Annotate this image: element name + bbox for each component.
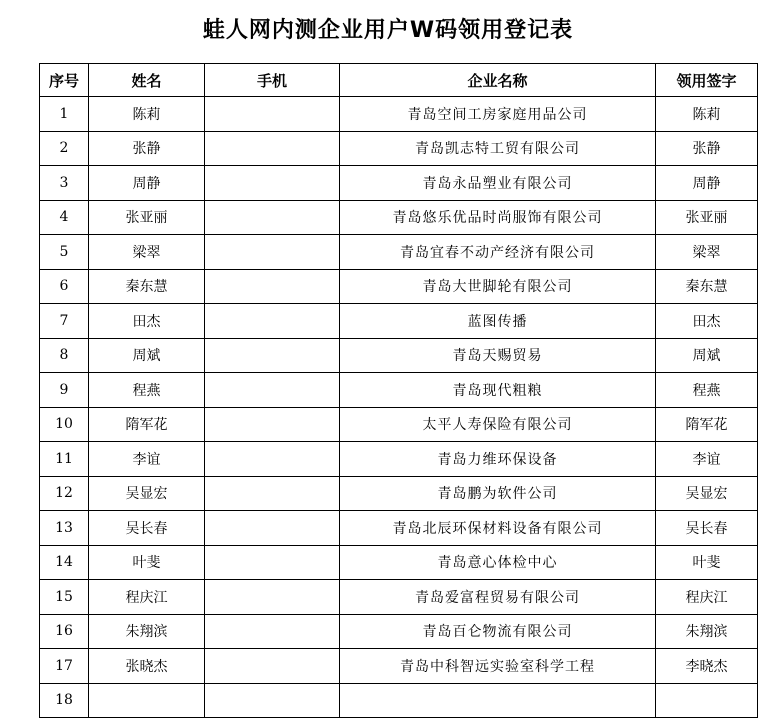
header-name: 姓名 [89, 64, 205, 97]
row-number: 18 [40, 683, 89, 718]
phone-number [205, 580, 340, 615]
user-name: 程庆江 [89, 580, 205, 615]
signature: 张静 [656, 131, 758, 166]
row-number: 14 [40, 545, 89, 580]
table-row [40, 269, 758, 304]
user-name: 朱翔滨 [89, 614, 205, 649]
table-row [40, 407, 758, 442]
row-number: 12 [40, 476, 89, 511]
row-number: 10 [40, 407, 89, 442]
document-title: 蛙人网内测企业用户W码领用登记表 [202, 18, 574, 43]
signature: 秦东慧 [656, 269, 758, 304]
signature: 李谊 [656, 442, 758, 477]
row-number: 15 [40, 580, 89, 615]
signature: 隋军花 [656, 407, 758, 442]
company-name: 青岛凯志特工贸有限公司 [340, 131, 656, 166]
signature: 周静 [656, 166, 758, 201]
row-number: 13 [40, 511, 89, 546]
table-row [40, 442, 758, 477]
table-row [40, 200, 758, 235]
phone-number [205, 269, 340, 304]
table-row [40, 235, 758, 270]
company-name: 青岛永品塑业有限公司 [340, 166, 656, 201]
phone-number [205, 97, 340, 132]
company-name: 青岛百仑物流有限公司 [340, 614, 656, 649]
header-row [40, 64, 758, 97]
company-name: 青岛宜春不动产经济有限公司 [340, 235, 656, 270]
user-name: 周斌 [89, 338, 205, 373]
user-name: 梁翠 [89, 235, 205, 270]
row-number: 11 [40, 442, 89, 477]
company-name: 青岛天赐贸易 [340, 338, 656, 373]
phone-number [205, 373, 340, 408]
user-name: 吴显宏 [89, 476, 205, 511]
user-name: 叶斐 [89, 545, 205, 580]
table-row [40, 166, 758, 201]
signature: 周斌 [656, 338, 758, 373]
phone-number [205, 407, 340, 442]
signature: 朱翔滨 [656, 614, 758, 649]
company-name: 青岛鹏为软件公司 [340, 476, 656, 511]
signature: 田杰 [656, 304, 758, 339]
row-number: 8 [40, 338, 89, 373]
row-number: 6 [40, 269, 89, 304]
signature: 吴显宏 [656, 476, 758, 511]
table-row [40, 545, 758, 580]
row-number: 17 [40, 649, 89, 684]
company-name: 青岛力维环保设备 [340, 442, 656, 477]
company-name [340, 683, 656, 718]
header-signature: 领用签字 [656, 64, 758, 97]
phone-number [205, 200, 340, 235]
company-name: 青岛现代粗粮 [340, 373, 656, 408]
signature [656, 683, 758, 718]
header-no: 序号 [40, 64, 89, 97]
phone-number [205, 304, 340, 339]
table-row [40, 373, 758, 408]
user-name: 程燕 [89, 373, 205, 408]
signature: 吴长春 [656, 511, 758, 546]
phone-number [205, 235, 340, 270]
company-name: 青岛悠乐优品时尚服饰有限公司 [340, 200, 656, 235]
company-name: 蓝图传播 [340, 304, 656, 339]
signature: 叶斐 [656, 545, 758, 580]
user-name: 周静 [89, 166, 205, 201]
company-name: 青岛意心体检中心 [340, 545, 656, 580]
table-row [40, 338, 758, 373]
company-name: 青岛空间工房家庭用品公司 [340, 97, 656, 132]
table-row [40, 580, 758, 615]
phone-number [205, 166, 340, 201]
signature: 陈莉 [656, 97, 758, 132]
table-row [40, 683, 758, 718]
table-row [40, 97, 758, 132]
registration-table [39, 63, 758, 718]
phone-number [205, 476, 340, 511]
row-number: 4 [40, 200, 89, 235]
phone-number [205, 545, 340, 580]
signature: 程庆江 [656, 580, 758, 615]
user-name: 吴长春 [89, 511, 205, 546]
user-name: 张静 [89, 131, 205, 166]
row-number: 1 [40, 97, 89, 132]
header-phone: 手机 [205, 64, 340, 97]
signature: 程燕 [656, 373, 758, 408]
table-row [40, 614, 758, 649]
signature: 张亚丽 [656, 200, 758, 235]
row-number: 7 [40, 304, 89, 339]
table-row [40, 131, 758, 166]
user-name: 李谊 [89, 442, 205, 477]
phone-number [205, 614, 340, 649]
company-name: 青岛大世脚轮有限公司 [340, 269, 656, 304]
company-name: 青岛中科智远实验室科学工程 [340, 649, 656, 684]
user-name: 田杰 [89, 304, 205, 339]
signature: 李晓杰 [656, 649, 758, 684]
phone-number [205, 511, 340, 546]
table-body [40, 97, 758, 718]
table-row [40, 511, 758, 546]
row-number: 5 [40, 235, 89, 270]
user-name: 秦东慧 [89, 269, 205, 304]
company-name: 青岛爱富程贸易有限公司 [340, 580, 656, 615]
user-name: 陈莉 [89, 97, 205, 132]
phone-number [205, 683, 340, 718]
row-number: 2 [40, 131, 89, 166]
user-name [89, 683, 205, 718]
row-number: 3 [40, 166, 89, 201]
table-header [40, 64, 758, 97]
user-name: 隋军花 [89, 407, 205, 442]
table-row [40, 649, 758, 684]
phone-number [205, 338, 340, 373]
table-row [40, 476, 758, 511]
company-name: 太平人寿保险有限公司 [340, 407, 656, 442]
header-company: 企业名称 [340, 64, 656, 97]
user-name: 张晓杰 [89, 649, 205, 684]
table-row [40, 304, 758, 339]
user-name: 张亚丽 [89, 200, 205, 235]
row-number: 16 [40, 614, 89, 649]
phone-number [205, 649, 340, 684]
phone-number [205, 131, 340, 166]
row-number: 9 [40, 373, 89, 408]
signature: 梁翠 [656, 235, 758, 270]
company-name: 青岛北辰环保材料设备有限公司 [340, 511, 656, 546]
phone-number [205, 442, 340, 477]
